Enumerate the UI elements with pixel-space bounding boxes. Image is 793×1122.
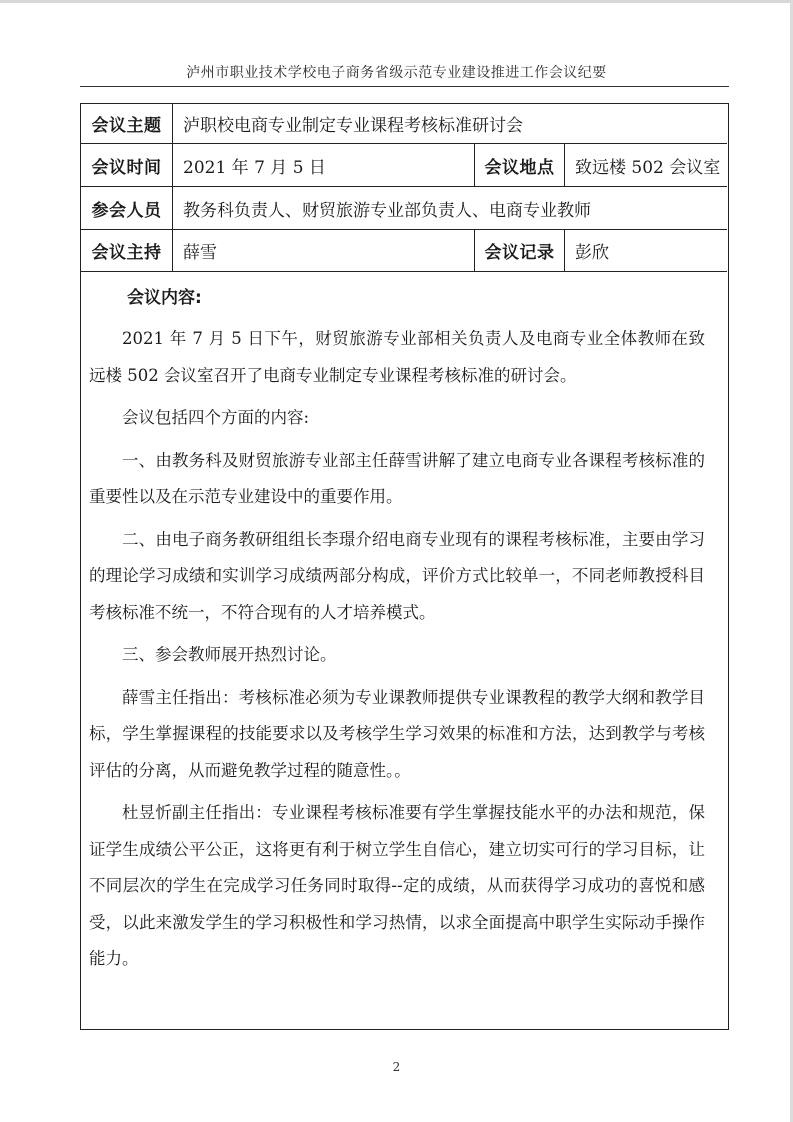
header-rule [80,86,729,87]
time-label: 会议时间 [81,144,173,186]
content-heading: 会议内容: [127,288,202,308]
row-topic [81,104,727,144]
content-paragraph: 二、由电子商务教研组组长李璟介绍电商专业现有的课程考核标准，主要由学习的理论学习成绩和实训学习成绩两部分构成，评价方式比较单一，不同老师教授科目考核标准不统一，不符合现有的人才培养模式。 [89,529,705,622]
topic-label: 会议主题 [81,104,173,143]
content-paragraph: 2021 年 7 月 5 日下午，财贸旅游专业部相关负责人及电商专业全体教师在致远楼 502 会议室召开了电商专业制定专业课程考核标准的研讨会。 [89,329,705,385]
row-host-recorder [81,230,727,272]
topic-value: 泸职校电商专业制定专业课程考核标准研讨会 [183,116,523,136]
content-paragraph: 一、由教务科及财贸旅游专业部主任薛雪讲解了建立电商专业各课程考核标准的重要性以及在示范专业建设中的重要作用。 [89,450,705,506]
host-value: 薛雪 [173,230,475,271]
row-time-place [81,144,727,187]
place-label: 会议地点 [475,144,565,186]
recorder-label: 会议记录 [475,230,565,271]
minutes-frame [80,103,729,1030]
content-paragraph: 三、参会教师展开热烈讨论。 [122,645,337,664]
content-paragraph: 杜昱忻副主任指出：专业课程考核标准要有学生掌握技能水平的办法和规范，保证学生成绩公平公正，这将更有利于树立学生自信心，建立切实可行的学习目标，让不同层次的学生在完成学习任务同时取得--定的成绩，从而获得学习成功的喜悦和感受，以此来激发学生的学习积极性和学习热情，以求全面提高中职学生实际动手操作能力。 [89,803,705,968]
content-paragraph: 薛雪主任指出：考核标准必须为专业课教师提供专业课教程的教学大纲和教学目标，学生掌握课程的技能要求以及考核学生学习效果的标准和方法，达到教学与考核评估的分离，从而避免教学过程的随意性。。 [89,687,705,780]
page-number: 2 [392,1060,401,1074]
host-label: 会议主持 [81,230,173,271]
scan-edge-top [0,0,793,3]
attendees-label: 参会人员 [81,187,173,229]
place-value: 致远楼 502 会议室 [575,157,721,178]
attendees-value: 教务科负责人、财贸旅游专业部负责人、电商专业教师 [183,200,591,221]
recorder-value: 彭欣 [575,243,609,263]
time-value: 2021 年 7 月 5 日 [173,144,475,186]
content-paragraph: 会议包括四个方面的内容: [122,408,310,427]
meeting-content [81,272,727,978]
row-attendees [81,187,727,230]
page-header-title: 泸州市职业技术学校电子商务省级示范专业建设推进工作会议纪要 [186,65,607,81]
